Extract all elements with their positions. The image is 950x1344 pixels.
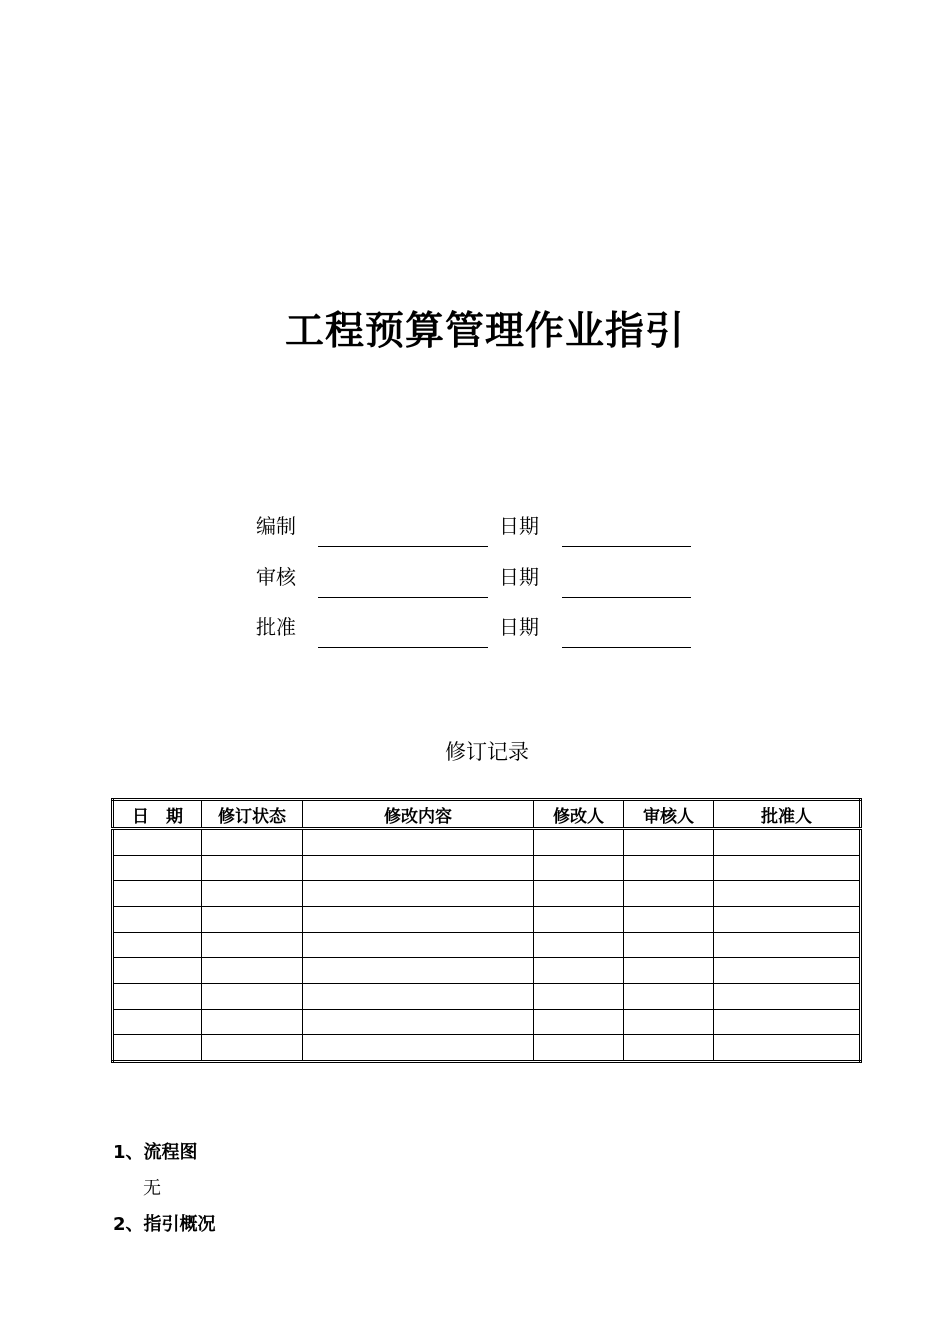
signoff-label: 审核: [256, 565, 296, 589]
table-cell: [303, 983, 534, 1009]
table-row: [113, 906, 861, 932]
col-header-revision-status: 修订状态: [202, 800, 303, 829]
revision-header-row: [113, 800, 861, 829]
table-cell: [624, 1035, 714, 1062]
table-cell: [303, 1035, 534, 1062]
table-cell: [202, 906, 303, 932]
table-row: [113, 829, 861, 856]
section-heading-overview: 2、指引概况: [113, 1214, 216, 1235]
table-cell: [303, 881, 534, 907]
signoff-date-line: [562, 597, 691, 598]
table-cell: [714, 983, 861, 1009]
table-cell: [534, 983, 624, 1009]
table-row: [113, 932, 861, 958]
table-cell: [714, 932, 861, 958]
table-cell: [624, 958, 714, 984]
signoff-row-reviewed: [0, 561, 950, 611]
col-header-approver: 批准人: [714, 800, 861, 829]
signoff-date-label: 日期: [499, 565, 539, 589]
table-cell: [202, 932, 303, 958]
signoff-row-approved: [0, 611, 950, 661]
signoff-row-prepared: [0, 510, 950, 560]
table-cell: [624, 1009, 714, 1035]
signoff-date-label: 日期: [499, 615, 539, 639]
table-cell: [113, 1035, 202, 1062]
table-cell: [202, 1009, 303, 1035]
table-cell: [534, 932, 624, 958]
table-cell: [303, 906, 534, 932]
document-title: 工程预算管理作业指引: [284, 308, 685, 354]
table-cell: [113, 855, 202, 881]
table-cell: [714, 881, 861, 907]
table-cell: [202, 1035, 303, 1062]
table-cell: [534, 881, 624, 907]
table-cell: [534, 906, 624, 932]
table-cell: [624, 983, 714, 1009]
table-cell: [714, 1035, 861, 1062]
table-cell: [202, 855, 303, 881]
table-cell: [202, 958, 303, 984]
table-cell: [113, 983, 202, 1009]
table-cell: [714, 829, 861, 856]
signoff-date-line: [562, 647, 691, 648]
table-row: [113, 1009, 861, 1035]
table-cell: [534, 855, 624, 881]
table-cell: [624, 906, 714, 932]
table-cell: [714, 855, 861, 881]
table-cell: [624, 855, 714, 881]
signoff-label: 批准: [256, 615, 296, 639]
table-row: [113, 855, 861, 881]
table-cell: [714, 906, 861, 932]
col-header-reviewer: 审核人: [624, 800, 714, 829]
signoff-name-line: [318, 546, 488, 547]
table-row: [113, 958, 861, 984]
signoff-name-line: [318, 647, 488, 648]
table-cell: [113, 906, 202, 932]
col-header-change-content: 修改内容: [303, 800, 534, 829]
table-cell: [534, 1009, 624, 1035]
table-row: [113, 1035, 861, 1062]
table-cell: [534, 958, 624, 984]
revision-record-title: 修订记录: [445, 740, 529, 764]
table-cell: [534, 829, 624, 856]
table-cell: [303, 932, 534, 958]
table-cell: [624, 829, 714, 856]
signoff-label: 编制: [256, 514, 296, 538]
table-cell: [202, 881, 303, 907]
table-cell: [534, 1035, 624, 1062]
signoff-name-line: [318, 597, 488, 598]
table-row: [113, 881, 861, 907]
col-header-date: 日 期: [113, 800, 202, 829]
table-cell: [113, 932, 202, 958]
table-cell: [624, 881, 714, 907]
table-row: [113, 983, 861, 1009]
section-body-flowchart: 无: [143, 1178, 161, 1199]
table-cell: [714, 958, 861, 984]
signoff-date-line: [562, 546, 691, 547]
table-cell: [714, 1009, 861, 1035]
table-cell: [624, 932, 714, 958]
revision-table: [111, 798, 862, 1063]
signoff-date-label: 日期: [499, 514, 539, 538]
table-cell: [202, 829, 303, 856]
table-cell: [113, 958, 202, 984]
revision-table-body: [113, 829, 861, 1062]
table-cell: [303, 829, 534, 856]
table-cell: [202, 983, 303, 1009]
section-heading-flowchart: 1、流程图: [113, 1142, 198, 1163]
table-cell: [303, 855, 534, 881]
table-cell: [113, 1009, 202, 1035]
table-cell: [113, 881, 202, 907]
table-cell: [303, 1009, 534, 1035]
table-cell: [113, 829, 202, 856]
col-header-modifier: 修改人: [534, 800, 624, 829]
table-cell: [303, 958, 534, 984]
